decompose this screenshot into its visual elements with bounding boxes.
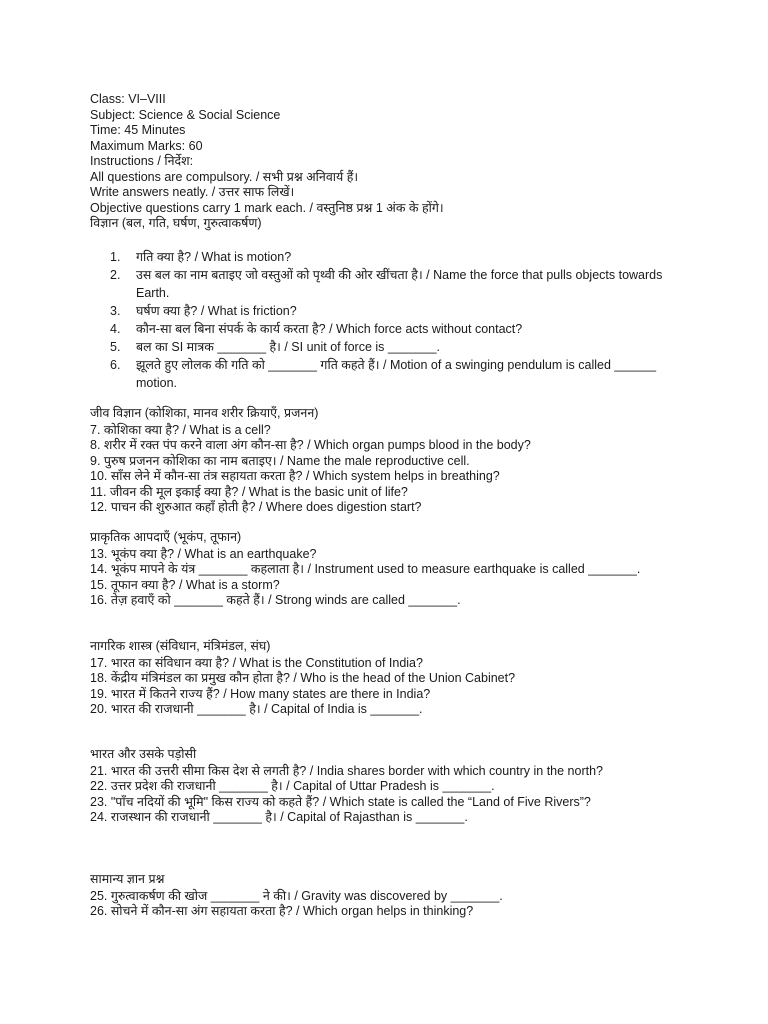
section-biology [90, 406, 690, 516]
instructions-heading: Instructions / निर्देश: [90, 154, 194, 168]
section-title: जीव विज्ञान (कोशिका, मानव शरीर क्रियाएँ, प्रजनन) [90, 406, 319, 420]
question: 24. राजस्थान की राजधानी _______ है। / Capital of Rajasthan is _______. [90, 810, 468, 824]
instruction-3: Objective questions carry 1 mark each. / वस्तुनिष्ठ प्रश्न 1 अंक के होंगे। [90, 200, 444, 215]
item-number: 1. [110, 250, 121, 264]
question: 17. भारत का संविधान क्या है? / What is the Constitution of India? [90, 655, 423, 670]
section-civics [90, 639, 690, 718]
section-title: प्राकृतिक आपदाएँ (भूकंप, तूफान) [90, 530, 242, 544]
list-item [110, 320, 670, 338]
item-text: घर्षण क्या है? / What is friction? [136, 304, 297, 318]
list-item [110, 356, 670, 392]
science-question-list [110, 248, 670, 392]
question: 9. पुरुष प्रजनन कोशिका का नाम बताइए। / Name the male reproductive cell. [90, 453, 470, 468]
subject-line: Subject: Science & Social Science [90, 107, 281, 122]
section-title: भारत और उसके पड़ोसी [90, 747, 197, 761]
marks-line: Maximum Marks: 60 [90, 138, 203, 153]
question: 7. कोशिका क्या है? / What is a cell? [90, 422, 271, 437]
question: 11. जीवन की मूल इकाई क्या है? / What is the basic unit of life? [90, 484, 408, 499]
question: 15. तूफान क्या है? / What is a storm? [90, 577, 280, 592]
question: 25. गुरुत्वाकर्षण की खोज _______ ने की। / Gravity was discovered by _______. [90, 888, 503, 903]
list-item [110, 266, 670, 302]
item-number: 5. [110, 340, 121, 354]
item-number: 6. [110, 358, 121, 372]
section-title: सामान्य ज्ञान प्रश्न [90, 872, 165, 886]
question: 26. सोचने में कौन-सा अंग सहायता करता है? / Which organ helps in thinking? [90, 904, 474, 918]
instruction-2: Write answers neatly. / उत्तर साफ लिखें। [90, 185, 295, 199]
list-item [110, 338, 670, 356]
section-disasters [90, 530, 690, 609]
question: 21. भारत की उत्तरी सीमा किस देश से लगती है? / India shares border with which country in the north? [90, 763, 603, 778]
question: 23. "पाँच नदियों की भूमि" किस राज्य को कहते हैं? / Which state is called the “Land of Five Rivers”? [90, 794, 591, 809]
item-text: गति क्या है? / What is motion? [136, 250, 292, 264]
section-general-knowledge [90, 872, 690, 920]
question: 19. भारत में कितने राज्य हैं? / How many states are there in India? [90, 686, 431, 701]
question: 10. साँस लेने में कौन-सा तंत्र सहायता करता है? / Which system helps in breathing? [90, 469, 500, 483]
item-number: 2. [110, 268, 121, 282]
item-text: उस बल का नाम बताइए जो वस्तुओं को पृथ्वी की ओर खींचता है। / Name the force that pulls objects towards Earth. [136, 268, 663, 300]
worksheet-header [90, 92, 690, 232]
item-text: झूलते हुए लोलक की गति को _______ गति कहते हैं। / Motion of a swinging pendulum is called ______ motion. [136, 358, 657, 390]
list-item [110, 248, 670, 266]
class-line: Class: VI–VIII [90, 92, 166, 106]
item-number: 3. [110, 304, 121, 318]
section-title: नागरिक शास्त्र (संविधान, मंत्रिमंडल, संघ) [90, 639, 271, 653]
question: 14. भूकंप मापने के यंत्र _______ कहलाता है। / Instrument used to measure earthquake is called _______. [90, 562, 641, 576]
item-text: बल का SI मात्रक _______ है। / SI unit of force is _______. [136, 340, 441, 354]
instruction-4: विज्ञान (बल, गति, घर्षण, गुरुत्वाकर्षण) [90, 216, 262, 230]
question: 20. भारत की राजधानी _______ है। / Capital of India is _______. [90, 702, 423, 716]
section-geography [90, 747, 690, 826]
item-number: 4. [110, 322, 121, 336]
question: 13. भूकंप क्या है? / What is an earthquake? [90, 546, 317, 561]
question: 12. पाचन की शुरुआत कहाँ होती है? / Where does digestion start? [90, 500, 422, 514]
question: 8. शरीर में रक्त पंप करने वाला अंग कौन-सा है? / Which organ pumps blood in the body? [90, 438, 531, 452]
instruction-1: All questions are compulsory. / सभी प्रश्न अनिवार्य हैं। [90, 169, 359, 184]
question: 18. केंद्रीय मंत्रिमंडल का प्रमुख कौन होता है? / Who is the head of the Union Cabinet? [90, 671, 516, 685]
time-line: Time: 45 Minutes [90, 123, 186, 137]
item-text: कौन-सा बल बिना संपर्क के कार्य करता है? / Which force acts without contact? [136, 322, 523, 336]
list-item [110, 302, 670, 320]
question: 22. उत्तर प्रदेश की राजधानी _______ है। / Capital of Uttar Pradesh is _______. [90, 779, 495, 793]
question: 16. तेज़ हवाएँ को _______ कहते हैं। / Strong winds are called _______. [90, 593, 461, 607]
